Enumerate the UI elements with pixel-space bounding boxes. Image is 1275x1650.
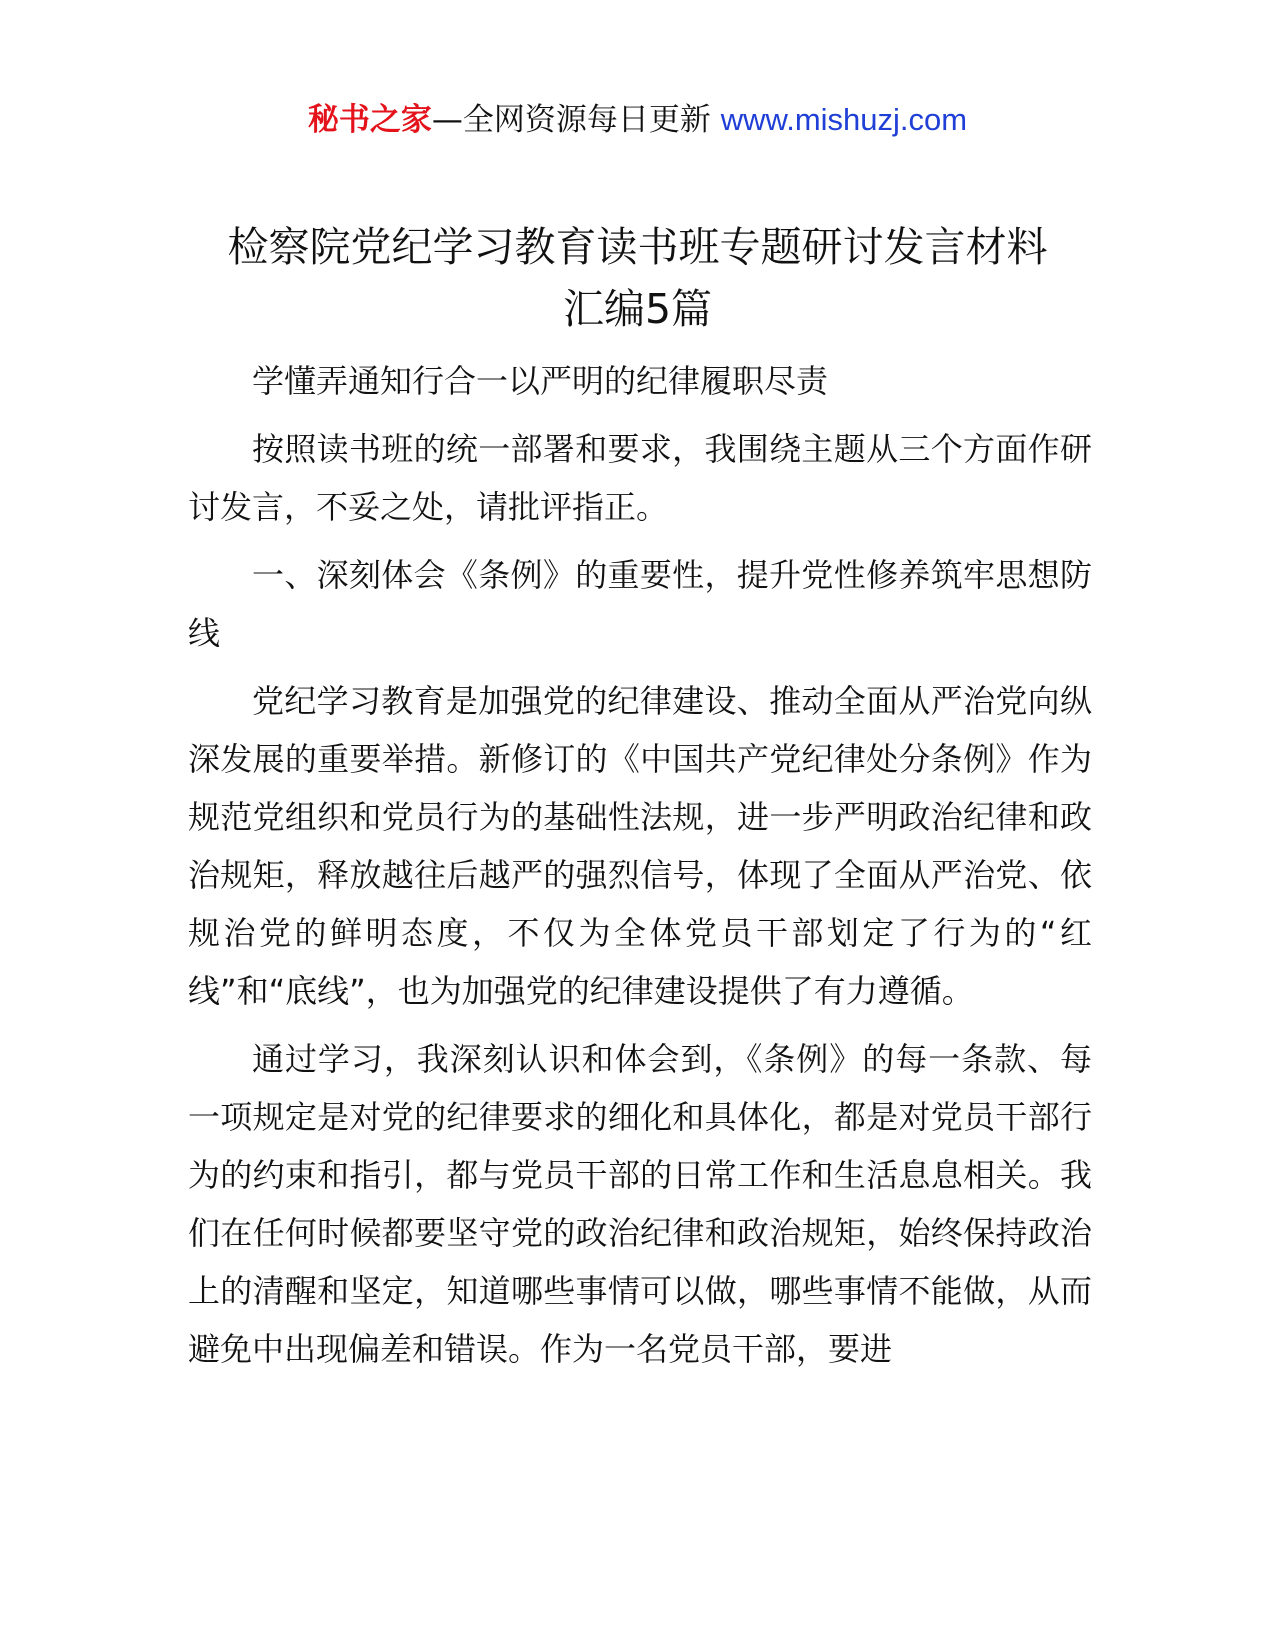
body-paragraph: 通过学习，我深刻认识和体会到，《条例》的每一条款、每一项规定是对党的纪律要求的细化和具体化，都是对党员干部行为的约束和指引，都与党员干部的日常工作和生活息息相关。我们在任何时候都要坚守党的政治纪律和政治规矩，始终保持政治上的清醒和坚定，知道哪些事情可以做，哪些事情不能做，从而避免中出现偏差和错误。作为一名党员干部，要进 [188,1040,1092,1368]
document-body [188,352,1092,1388]
site-brand: 秘书之家 [307,102,432,138]
document-title [150,216,1125,340]
site-url-link[interactable]: www.mishuzj.com [720,102,968,137]
document-title-line-2: 汇编5篇 [562,285,713,333]
document-title-line-1: 检察院党纪学习教育读书班专题研讨发言材料 [227,223,1048,271]
site-header [0,98,1275,142]
body-paragraph: 党纪学习教育是加强党的纪律建设、推动全面从严治党向纵深发展的重要举措。新修订的《中国共产党纪律处分条例》作为规范党组织和党员行为的基础性法规，进一步严明政治纪律和政治规矩，释放越往后越严的强烈信号，体现了全面从严治党、依规治党的鲜明态度，不仅为全体党员干部划定了行为的“红线”和“底线”，也为加强党的纪律建设提供了有力遵循。 [188,682,1092,1010]
intro-paragraph: 按照读书班的统一部署和要求，我围绕主题从三个方面作研讨发言，不妥之处，请批评指正。 [188,430,1092,526]
section-heading-1: 一、深刻体会《条例》的重要性，提升党性修养筑牢思想防线 [188,556,1092,652]
section-subtitle: 学懂弄通知行合一以严明的纪律履职尽责 [252,362,829,400]
site-tagline: —全网资源每日更新 [431,102,721,138]
